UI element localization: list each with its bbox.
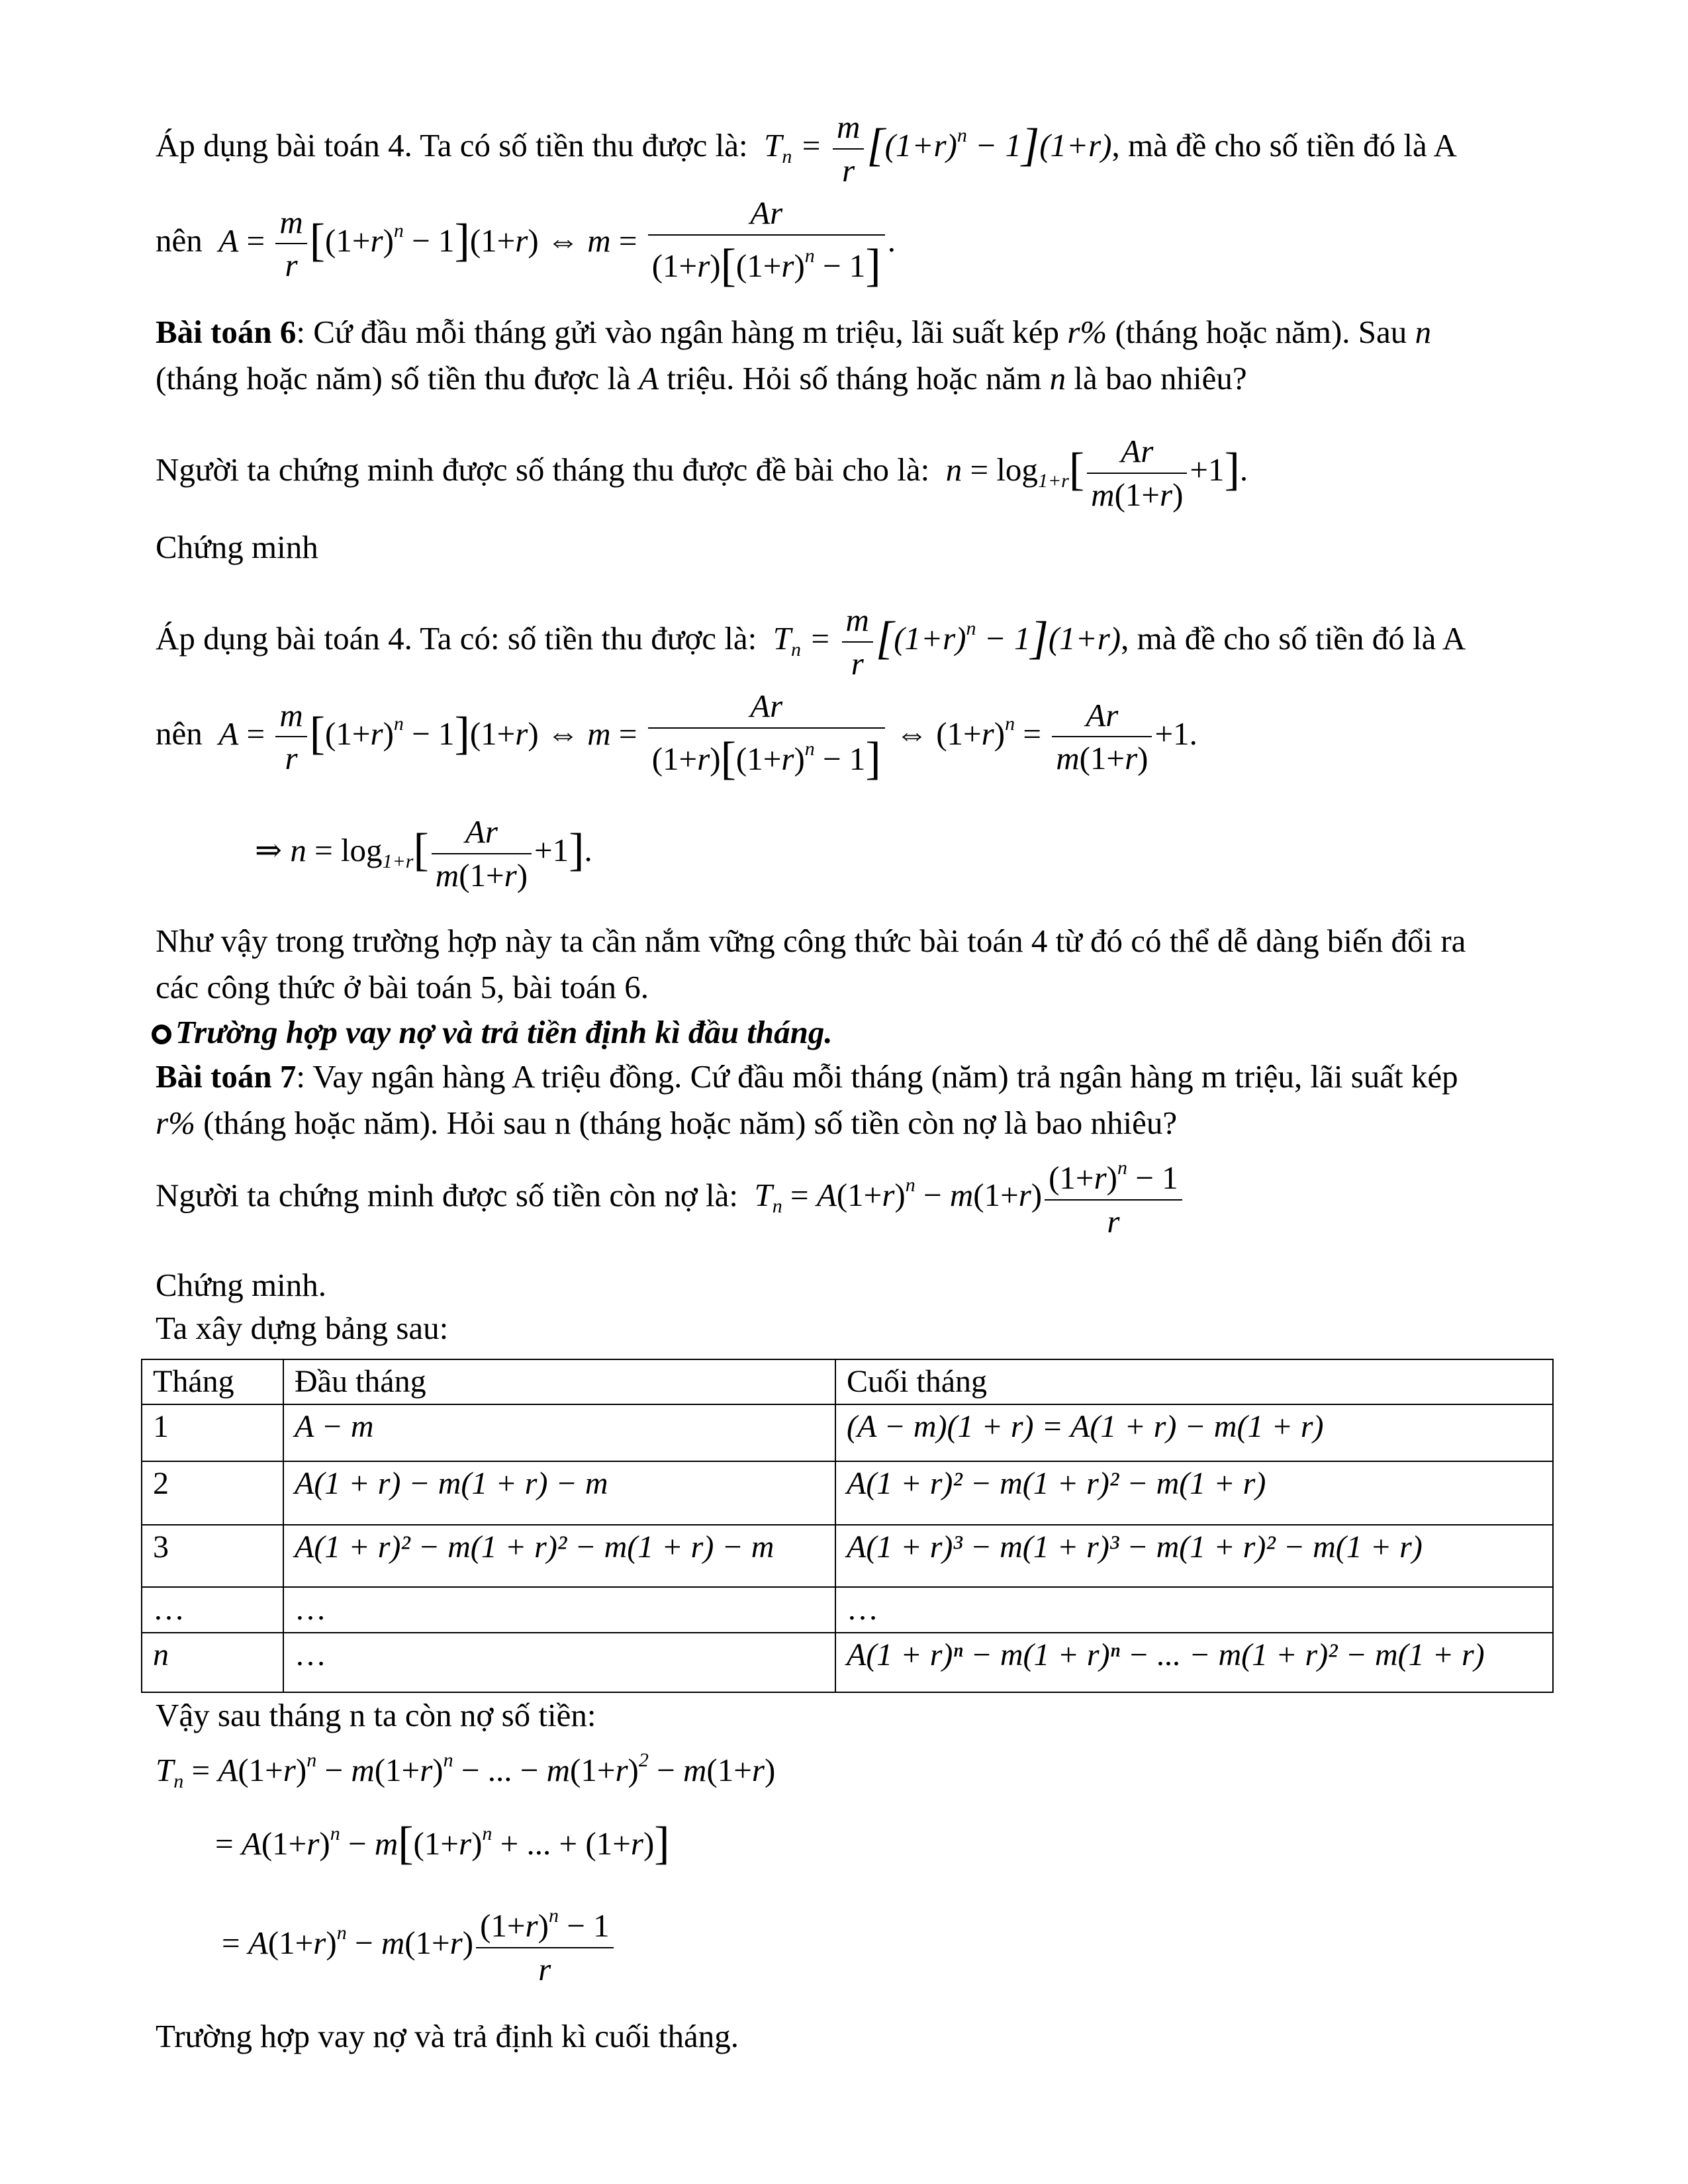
header-end: Cuối tháng bbox=[835, 1359, 1553, 1404]
cell-end: … bbox=[835, 1587, 1553, 1632]
header-month: Tháng bbox=[142, 1359, 283, 1404]
paragraph-apply-problem4-b bbox=[156, 599, 1466, 684]
derivation-line2: = $A(1+r)^n - m[(1+r)^n$ + ... + (1+r)] bbox=[215, 1818, 670, 1869]
case-heading bbox=[152, 1011, 833, 1054]
cell-start: A − m bbox=[283, 1404, 835, 1461]
formula-chain: A = $\frac{m}{r}$ $[(1+r)^n - 1](1+r)$ ⇔ m = $\frac{Ar}{(1+r)[(1+r)^n - 1]}$ ⇔ $(1+r)^n$ = $\frac{Ar}{m(1+r)}$ +1. bbox=[211, 715, 1197, 752]
problem6-label: Bài toán 6 bbox=[156, 314, 297, 350]
table-row bbox=[142, 1587, 1553, 1632]
text: (tháng hoặc năm). Hỏi sau n (tháng hoặc năm) số tiền còn nợ là bao nhiêu? bbox=[203, 1105, 1178, 1141]
text: Áp dụng bài toán 4. Ta có: số tiền thu được là: bbox=[156, 619, 757, 657]
text: Người ta chứng minh được số tháng thu được đề bài cho là: bbox=[156, 451, 930, 488]
text: : Vay ngân hàng A triệu đồng. Cứ đầu mỗi tháng (năm) trả ngân hàng m triệu, lãi suất kép bbox=[296, 1058, 1458, 1095]
text: (tháng hoặc năm) số tiền thu được là bbox=[156, 360, 631, 396]
cell-month: … bbox=[142, 1587, 283, 1632]
formula-n-log: $n = \log_{1+r}$[ $\frac{Ar}{m(1+r)}$ +1]. bbox=[937, 451, 1248, 488]
symbol-n: n bbox=[1415, 314, 1432, 350]
text: (tháng hoặc năm). Sau bbox=[1115, 314, 1407, 350]
problem6-statement bbox=[156, 311, 1431, 353]
text: , mà đề cho số tiền đó là A bbox=[1111, 126, 1457, 163]
cell-start: … bbox=[283, 1633, 835, 1692]
text: , mà đề cho số tiền đó là A bbox=[1121, 619, 1466, 657]
problem6-result bbox=[156, 430, 1248, 516]
symbol-r: r% bbox=[156, 1105, 195, 1141]
bullet-icon bbox=[152, 1024, 171, 1044]
text: triệu. Hỏi số tháng hoặc năm bbox=[667, 360, 1042, 396]
symbol-r: r% bbox=[1067, 314, 1107, 350]
text: các công thức ở bài toán 5, bài toán 6. bbox=[156, 969, 649, 1005]
text: Người ta chứng minh được số tiền còn nợ là: bbox=[156, 1177, 739, 1214]
formula-A-m: A = $\frac{m}{r}$ $[(1+r)^n - 1](1+r)$ ⇔ m = $\frac{Ar}{(1+r)[(1+r)^n - 1]}$ . bbox=[211, 222, 896, 259]
text: nên bbox=[156, 222, 203, 259]
problem7-result bbox=[156, 1155, 1185, 1242]
paragraph-derive-m bbox=[156, 192, 896, 296]
table-row bbox=[142, 1461, 1553, 1525]
text: nên bbox=[156, 715, 203, 752]
proof-label bbox=[156, 526, 318, 569]
text: Trường hợp vay nợ và trả định kì cuối tháng. bbox=[156, 2018, 739, 2054]
after-table-text bbox=[156, 1694, 596, 1737]
repayment-table bbox=[141, 1359, 1554, 1693]
problem6-statement-line2 bbox=[156, 357, 1247, 400]
formula-Tn: $T_n$ = $\frac{m}{r}$ $[(1+r)^n - 1](1+r)$ bbox=[756, 127, 1112, 163]
cell-month: 3 bbox=[142, 1525, 283, 1587]
problem7-label: Bài toán 7 bbox=[156, 1058, 297, 1095]
text: Vậy sau tháng n ta còn nợ số tiền: bbox=[156, 1697, 596, 1733]
cell-start: A(1 + r) − m(1 + r) − m bbox=[283, 1461, 835, 1525]
symbol-A: A bbox=[639, 360, 659, 396]
text: Trường hợp vay nợ và trả tiền định kì đầu tháng. bbox=[175, 1014, 833, 1050]
text: Như vậy trong trường hợp này ta cần nắm vững công thức bài toán 4 từ đó có thể dễ dàng biến đổi ra bbox=[156, 923, 1466, 959]
table-row bbox=[142, 1633, 1553, 1692]
cell-end: A(1 + r)ⁿ − m(1 + r)ⁿ − ... − m(1 + r)² − m(1 + r) bbox=[835, 1633, 1553, 1692]
table-row bbox=[142, 1404, 1553, 1461]
text: là bao nhiêu? bbox=[1074, 360, 1247, 396]
proof7-label bbox=[156, 1264, 326, 1306]
cell-start: A(1 + r)² − m(1 + r)² − m(1 + r) − m bbox=[283, 1525, 835, 1587]
problem7-statement bbox=[156, 1056, 1458, 1098]
paragraph-derive-n bbox=[156, 685, 1197, 789]
cell-end: A(1 + r)³ − m(1 + r)³ − m(1 + r)² − m(1 + r) bbox=[835, 1525, 1553, 1587]
cell-end: (A − m)(1 + r) = A(1 + r) − m(1 + r) bbox=[835, 1404, 1553, 1461]
table-header-row bbox=[142, 1359, 1553, 1404]
cell-month: n bbox=[142, 1633, 283, 1692]
text: Chứng minh. bbox=[156, 1267, 326, 1303]
formula-Tn-debt: $T_n = A(1+r)^n - m(1+r)$ $\frac{(1+r)^n - 1}{r}$ bbox=[746, 1177, 1184, 1213]
cell-month: 1 bbox=[142, 1404, 283, 1461]
summary-line1 bbox=[156, 920, 1466, 962]
text: Chứng minh bbox=[156, 529, 318, 565]
paragraph-apply-problem4 bbox=[156, 106, 1457, 191]
symbol-n: n bbox=[1049, 360, 1066, 396]
table-row bbox=[142, 1525, 1553, 1587]
text: : Cứ đầu mỗi tháng gửi vào ngân hàng m triệu, lãi suất kép bbox=[296, 314, 1060, 350]
cell-month: 2 bbox=[142, 1461, 283, 1525]
text: Ta xây dựng bảng sau: bbox=[156, 1310, 449, 1346]
cell-end: A(1 + r)² − m(1 + r)² − m(1 + r) bbox=[835, 1461, 1553, 1525]
final-line bbox=[156, 2015, 739, 2058]
derivation-line1: $T_n = A(1+r)^n - m(1+r)^n$ − ... − $m(1+r)^2 - m(1+r)$ bbox=[156, 1749, 776, 1792]
build-table-text bbox=[156, 1307, 448, 1349]
formula-Tn: $T_n$ = $\frac{m}{r}$ $[(1+r)^n - 1](1+r)$ bbox=[765, 620, 1121, 657]
summary-line2 bbox=[156, 966, 649, 1009]
formula-implies-n: ⇒ $n = \log_{1+r}$[ $\frac{Ar}{m(1+r)}$ +1]. bbox=[255, 811, 592, 896]
header-start: Đầu tháng bbox=[283, 1359, 835, 1404]
cell-start: … bbox=[283, 1587, 835, 1632]
problem7-statement-line2 bbox=[156, 1102, 1177, 1144]
text: Áp dụng bài toán 4. Ta có số tiền thu được là: bbox=[156, 126, 748, 163]
derivation-line3: = $A(1+r)^n - m(1+r)$ $\frac{(1+r)^n - 1}{r}$ bbox=[222, 1903, 616, 1990]
